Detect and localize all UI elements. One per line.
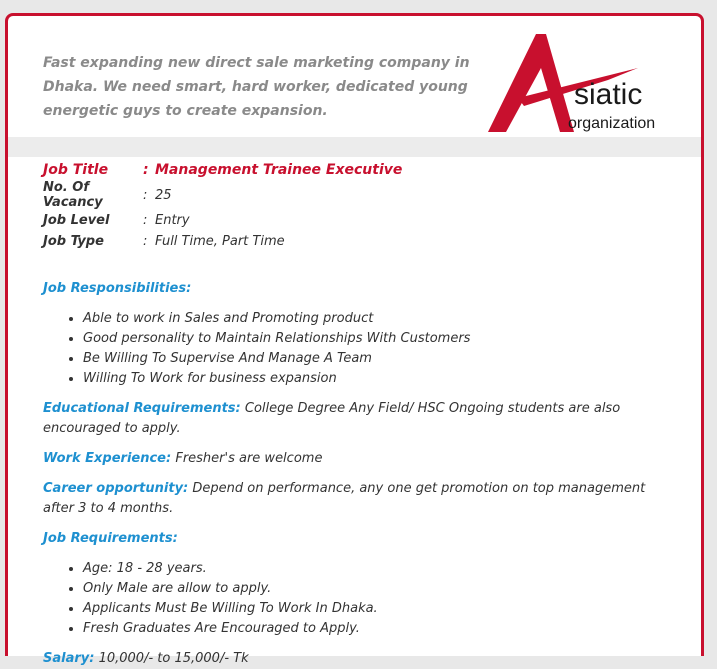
logo-text-main: siatic [574,78,643,111]
list-item: • Good personality to Maintain Relationships With Customers [83,329,701,349]
requirements-list [43,559,701,639]
logo-a-shape [488,34,574,132]
meta-sep: : [143,161,149,178]
meta-key: Job Level [43,213,110,228]
section-label: Career opportunity: [43,481,189,496]
meta-value: Entry [155,213,190,228]
meta-sep: : [143,234,148,249]
requirements-title [43,529,663,549]
job-post-card [5,13,704,666]
job-meta-table [43,159,402,252]
education-requirements [43,399,663,439]
meta-row-job-title [43,159,402,180]
meta-sep: : [143,213,148,228]
section-title: Job Responsibilities: [43,281,192,296]
section-text: College Degree Any Field/ HSC Ongoing students are also encouraged to apply. [43,401,621,436]
meta-row-vacancy [43,180,402,210]
asiatic-logo [488,28,668,136]
section-title: Job Requirements: [43,531,178,546]
meta-row-job-type [43,231,402,252]
section-text: 10,000/- to 15,000/- Tk [94,651,249,666]
logo-text-sub: organization [568,115,656,132]
meta-value: Full Time, Part Time [155,234,285,249]
list-item: • Able to work in Sales and Promoting product [83,309,701,329]
list-item: • Applicants Must Be Willing To Work In Dhaka. [83,599,701,619]
list-item: • Fresh Graduates Are Encouraged to Apply. [83,619,701,639]
section-label: Salary: [43,651,95,666]
section-label: Work Experience: [43,451,172,466]
responsibilities-list [43,309,701,389]
list-item: • Be Willing To Supervise And Manage A Team [83,349,701,369]
meta-value: 25 [155,187,172,203]
header-divider-band [8,137,701,157]
section-label: Educational Requirements: [43,401,241,416]
salary [43,649,663,669]
meta-key: No. Of Vacancy [43,180,103,210]
meta-row-job-level [43,210,402,231]
job-details [8,157,701,669]
work-experience [43,449,663,469]
meta-sep: : [143,187,148,203]
list-item: • Only Male are allow to apply. [83,579,701,599]
meta-value: Management Trainee Executive [155,161,403,178]
career-opportunity [43,479,663,519]
section-text: Fresher's are welcome [171,451,323,466]
meta-key: Job Title [43,161,109,178]
responsibilities-title [43,279,663,299]
header [8,16,701,137]
list-item: • Willing To Work for business expansion [83,369,701,389]
section-text: Depend on performance, any one get promotion on top management after 3 to 4 months. [43,481,646,516]
list-item: • Age: 18 - 28 years. [83,559,701,579]
meta-key: Job Type [43,234,104,249]
company-tagline: Fast expanding new direct sale marketing company in Dhaka. We need smart, hard worker, dedicated young energetic guys to create expansion. [43,55,470,119]
